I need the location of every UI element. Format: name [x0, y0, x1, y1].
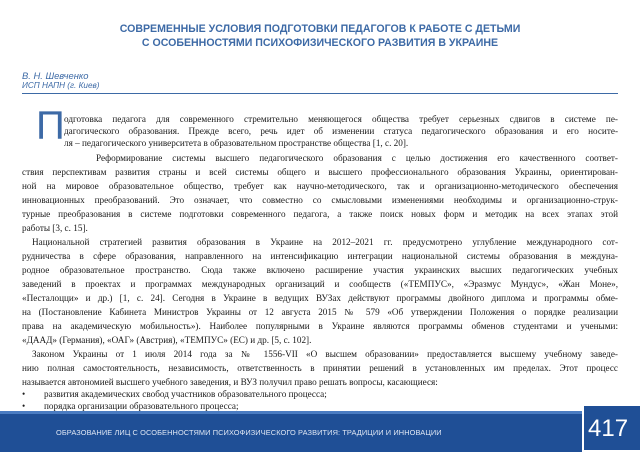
body-line: ля – педагогического университета в образовательном пространстве общества [1, с. 20]. — [64, 138, 409, 148]
body-line: работы [3, с. 15]. — [22, 223, 88, 233]
author-name: В. Н. Шевченко — [22, 70, 89, 81]
author-affiliation: ИСП НАПН (г. Киев) — [22, 81, 100, 90]
body-line: на (Постановление Кабинета Министров Украины от 12 августа 2015 № 579 «Об утверждении Положения о порядке реализации — [22, 307, 618, 317]
page-number: 417 — [588, 415, 629, 442]
body-line: «Песталоцци» и др.) [1, с. 24]. Сегодня в Украине в ведущих ВУЗах действуют программы двойного диплома и программы обме- — [22, 293, 618, 303]
bullet-item: порядка организации образовательного процесса; — [44, 401, 239, 411]
body-line: турные преобразования в системе подготовки современного педагога, а также поиск новых форм и методик на всех этапах этой — [22, 209, 618, 219]
body-line: ной на мировое образовательное общество, требует как научно-методического, так и организационно-методического обеспечения — [22, 181, 618, 191]
body-line: дагогического образования. Прежде всего, речь идет об изменении статуса педагогического образования и его носите- — [64, 126, 618, 136]
body-line: права на академическую мобильность»). Наиболее популярными в Украине являются программы обменов студентами и учеными: — [22, 321, 618, 331]
footer-band-stripe — [0, 411, 640, 414]
body-line: называется автономией высшего учебного заведения, и ВУЗ получил право решать вопросы, касающиеся: — [22, 377, 438, 387]
body-line: Национальной стратегией развития образования в Украине на 2012–2021 гг. предусмотрено углубление международного сот- — [32, 237, 618, 247]
article-title-line-2: С ОСОБЕННОСТЯМИ ПСИХОФИЗИЧЕСКОГО РАЗВИТИЯ В УКРАИНЕ — [141, 37, 499, 49]
body-line: Законом Украины от 1 июля 2014 года за № 1556-VII «О высшем образовании» предоставляется высшему учебному заведе- — [32, 349, 618, 359]
article-title-line-1: СОВРЕМЕННЫЕ УСЛОВИЯ ПОДГОТОВКИ ПЕДАГОГОВ К РАБОТЕ С ДЕТЬМИ — [119, 23, 521, 35]
drop-cap: П — [36, 104, 65, 148]
body-line: ствия перспективам развития страны и всей системы общего и высшего профессионального образования Украины, ориентирован- — [22, 167, 618, 177]
body-line: заведений в проектах и программах международных организаций и сообществ («ТЕМПУС», «Эразмус Мундус», «Жан Моне», — [22, 279, 618, 289]
bullet-dot: • — [22, 389, 26, 399]
body-line: родное образовательное пространство. Сюда также включено расширение участия украинских высших педагогических учебных — [22, 265, 618, 275]
body-line: рудничества в сфере образования, направленного на интенсификацию интеграции национальной системы образования в междуна- — [22, 251, 618, 261]
body-line: инновационных преобразований. Это означает, что совместно со смысловыми изменениями необходимы и организационно-струк- — [22, 195, 618, 205]
body-line: одготовка педагога для современного стремительно меняющегося общества требует серьезных сдвигов в системе пе- — [64, 114, 618, 124]
body-line: нию полная самостоятельность, независимость, ответственность в принятии решений в установленных им пределах. Этот процесс — [22, 363, 618, 373]
body-line: «ДААД» (Германия), «ОАГ» (Австрия), «ТЕМПУС» (ЕС) и др. [5, с. 102]. — [22, 335, 312, 345]
body-line: Реформирование системы высшего педагогического образования с целью достижения его качественного соответ- — [96, 153, 618, 163]
bullet-dot: • — [22, 401, 26, 411]
header-divider — [22, 93, 618, 94]
footer-running-title: ОБРАЗОВАНИЕ ЛИЦ С ОСОБЕННОСТЯМИ ПСИХОФИЗИЧЕСКОГО РАЗВИТИЯ: ТРАДИЦИИ И ИННОВАЦИИ — [56, 428, 442, 437]
bullet-item: развития академических свобод участников образовательного процесса; — [44, 389, 327, 399]
